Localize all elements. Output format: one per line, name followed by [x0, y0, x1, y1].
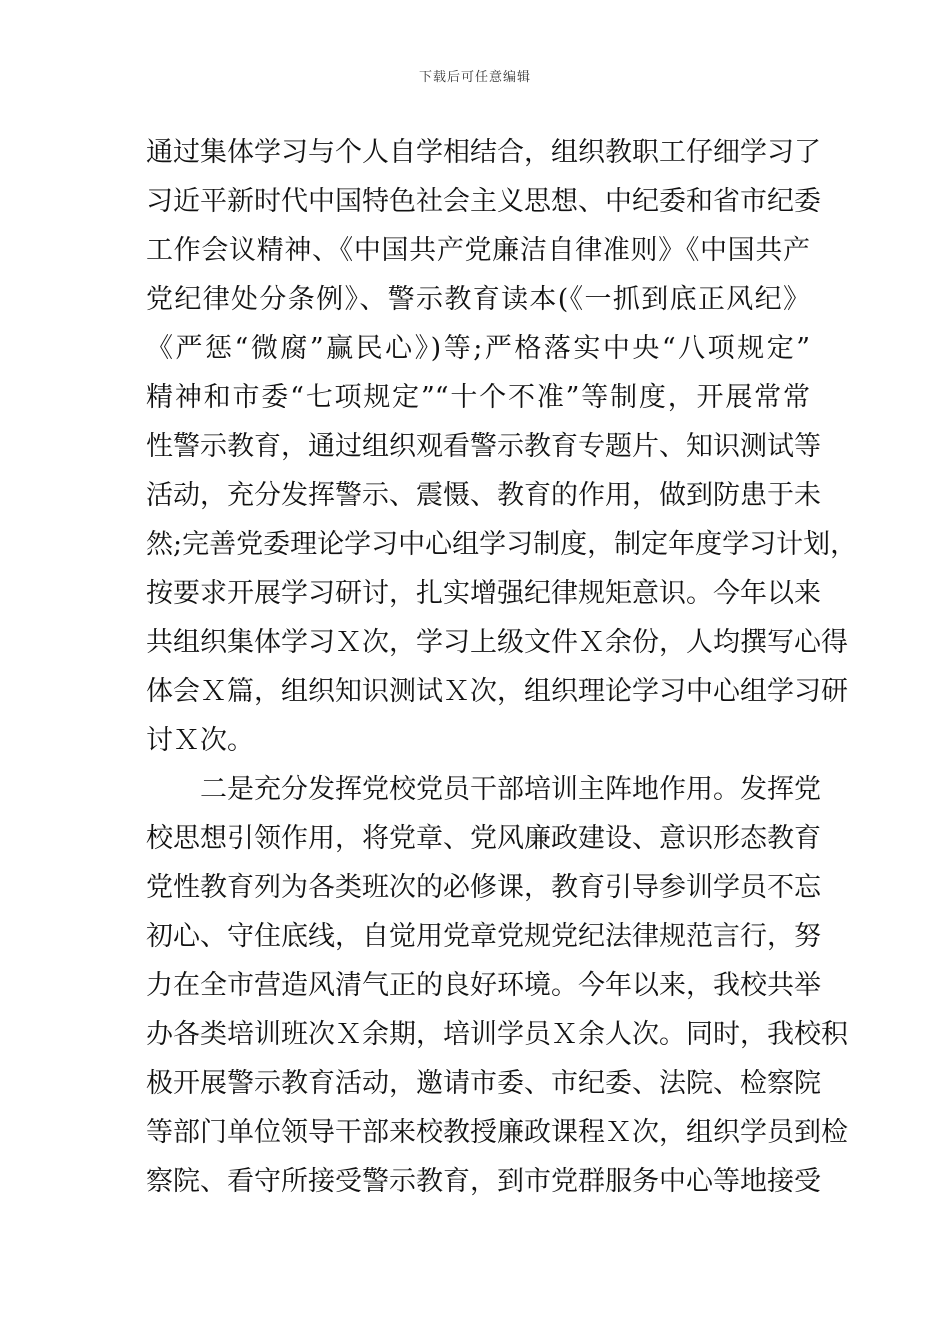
text-line: 工作会议精神、《中国共产党廉洁自律准则》《中国共产: [146, 235, 810, 266]
text-line: 精神和市委“七项规定”“十个不准”等制度，开展常常: [146, 382, 810, 413]
text-line: 二是充分发挥党校党员干部培训主阵地作用。发挥党: [200, 774, 821, 805]
text-line: 《严惩“微腐”赢民心》)等;严格落实中央“八项规定”: [146, 333, 810, 364]
document-body: [146, 128, 858, 1206]
text-line: 活动，充分发挥警示、震慑、教育的作用，做到防患于未: [146, 480, 821, 511]
text-line: 体会Ｘ篇，组织知识测试Ｘ次，组织理论学习中心组学习研: [146, 676, 848, 707]
text-line: 力在全市营造风清气正的良好环境。今年以来，我校共举: [146, 970, 821, 1001]
text-line: 察院、看守所接受警示教育，到市党群服务中心等地接受: [146, 1166, 821, 1197]
text-line: 通过集体学习与个人自学相结合，组织教职工仔细学习了: [146, 137, 821, 168]
text-line: 按要求开展学习研讨，扎实增强纪律规矩意识。今年以来: [146, 578, 821, 609]
text-line: 党性教育列为各类班次的必修课，教育引导参训学员不忘: [146, 872, 821, 903]
paragraph-2: [146, 765, 848, 1206]
text-line: 极开展警示教育活动，邀请市委、市纪委、法院、检察院: [146, 1068, 821, 1099]
text-line: 共组织集体学习Ｘ次，学习上级文件Ｘ余份，人均撰写心得: [146, 627, 848, 658]
text-line: 初心、守住底线，自觉用党章党规党纪法律规范言行，努: [146, 921, 821, 952]
text-line: 等部门单位领导干部来校教授廉政课程Ｘ次，组织学员到检: [146, 1117, 848, 1148]
page-header: 下载后可任意编辑: [418, 70, 531, 85]
text-line: 党纪律处分条例》、警示教育读本(《一抓到底正风纪》: [146, 284, 810, 315]
text-line: 讨Ｘ次。: [146, 725, 254, 756]
text-line: 办各类培训班次Ｘ余期，培训学员Ｘ余人次。同时，我校积: [146, 1019, 848, 1050]
text-line: 性警示教育，通过组织观看警示教育专题片、知识测试等: [146, 431, 821, 462]
text-line: 习近平新时代中国特色社会主义思想、中纪委和省市纪委: [146, 186, 821, 217]
text-line: 校思想引领作用，将党章、党风廉政建设、意识形态教育: [146, 823, 821, 854]
text-line: 然;完善党委理论学习中心组学习制度，制定年度学习计划，: [146, 529, 858, 560]
paragraph-1: [146, 128, 858, 765]
